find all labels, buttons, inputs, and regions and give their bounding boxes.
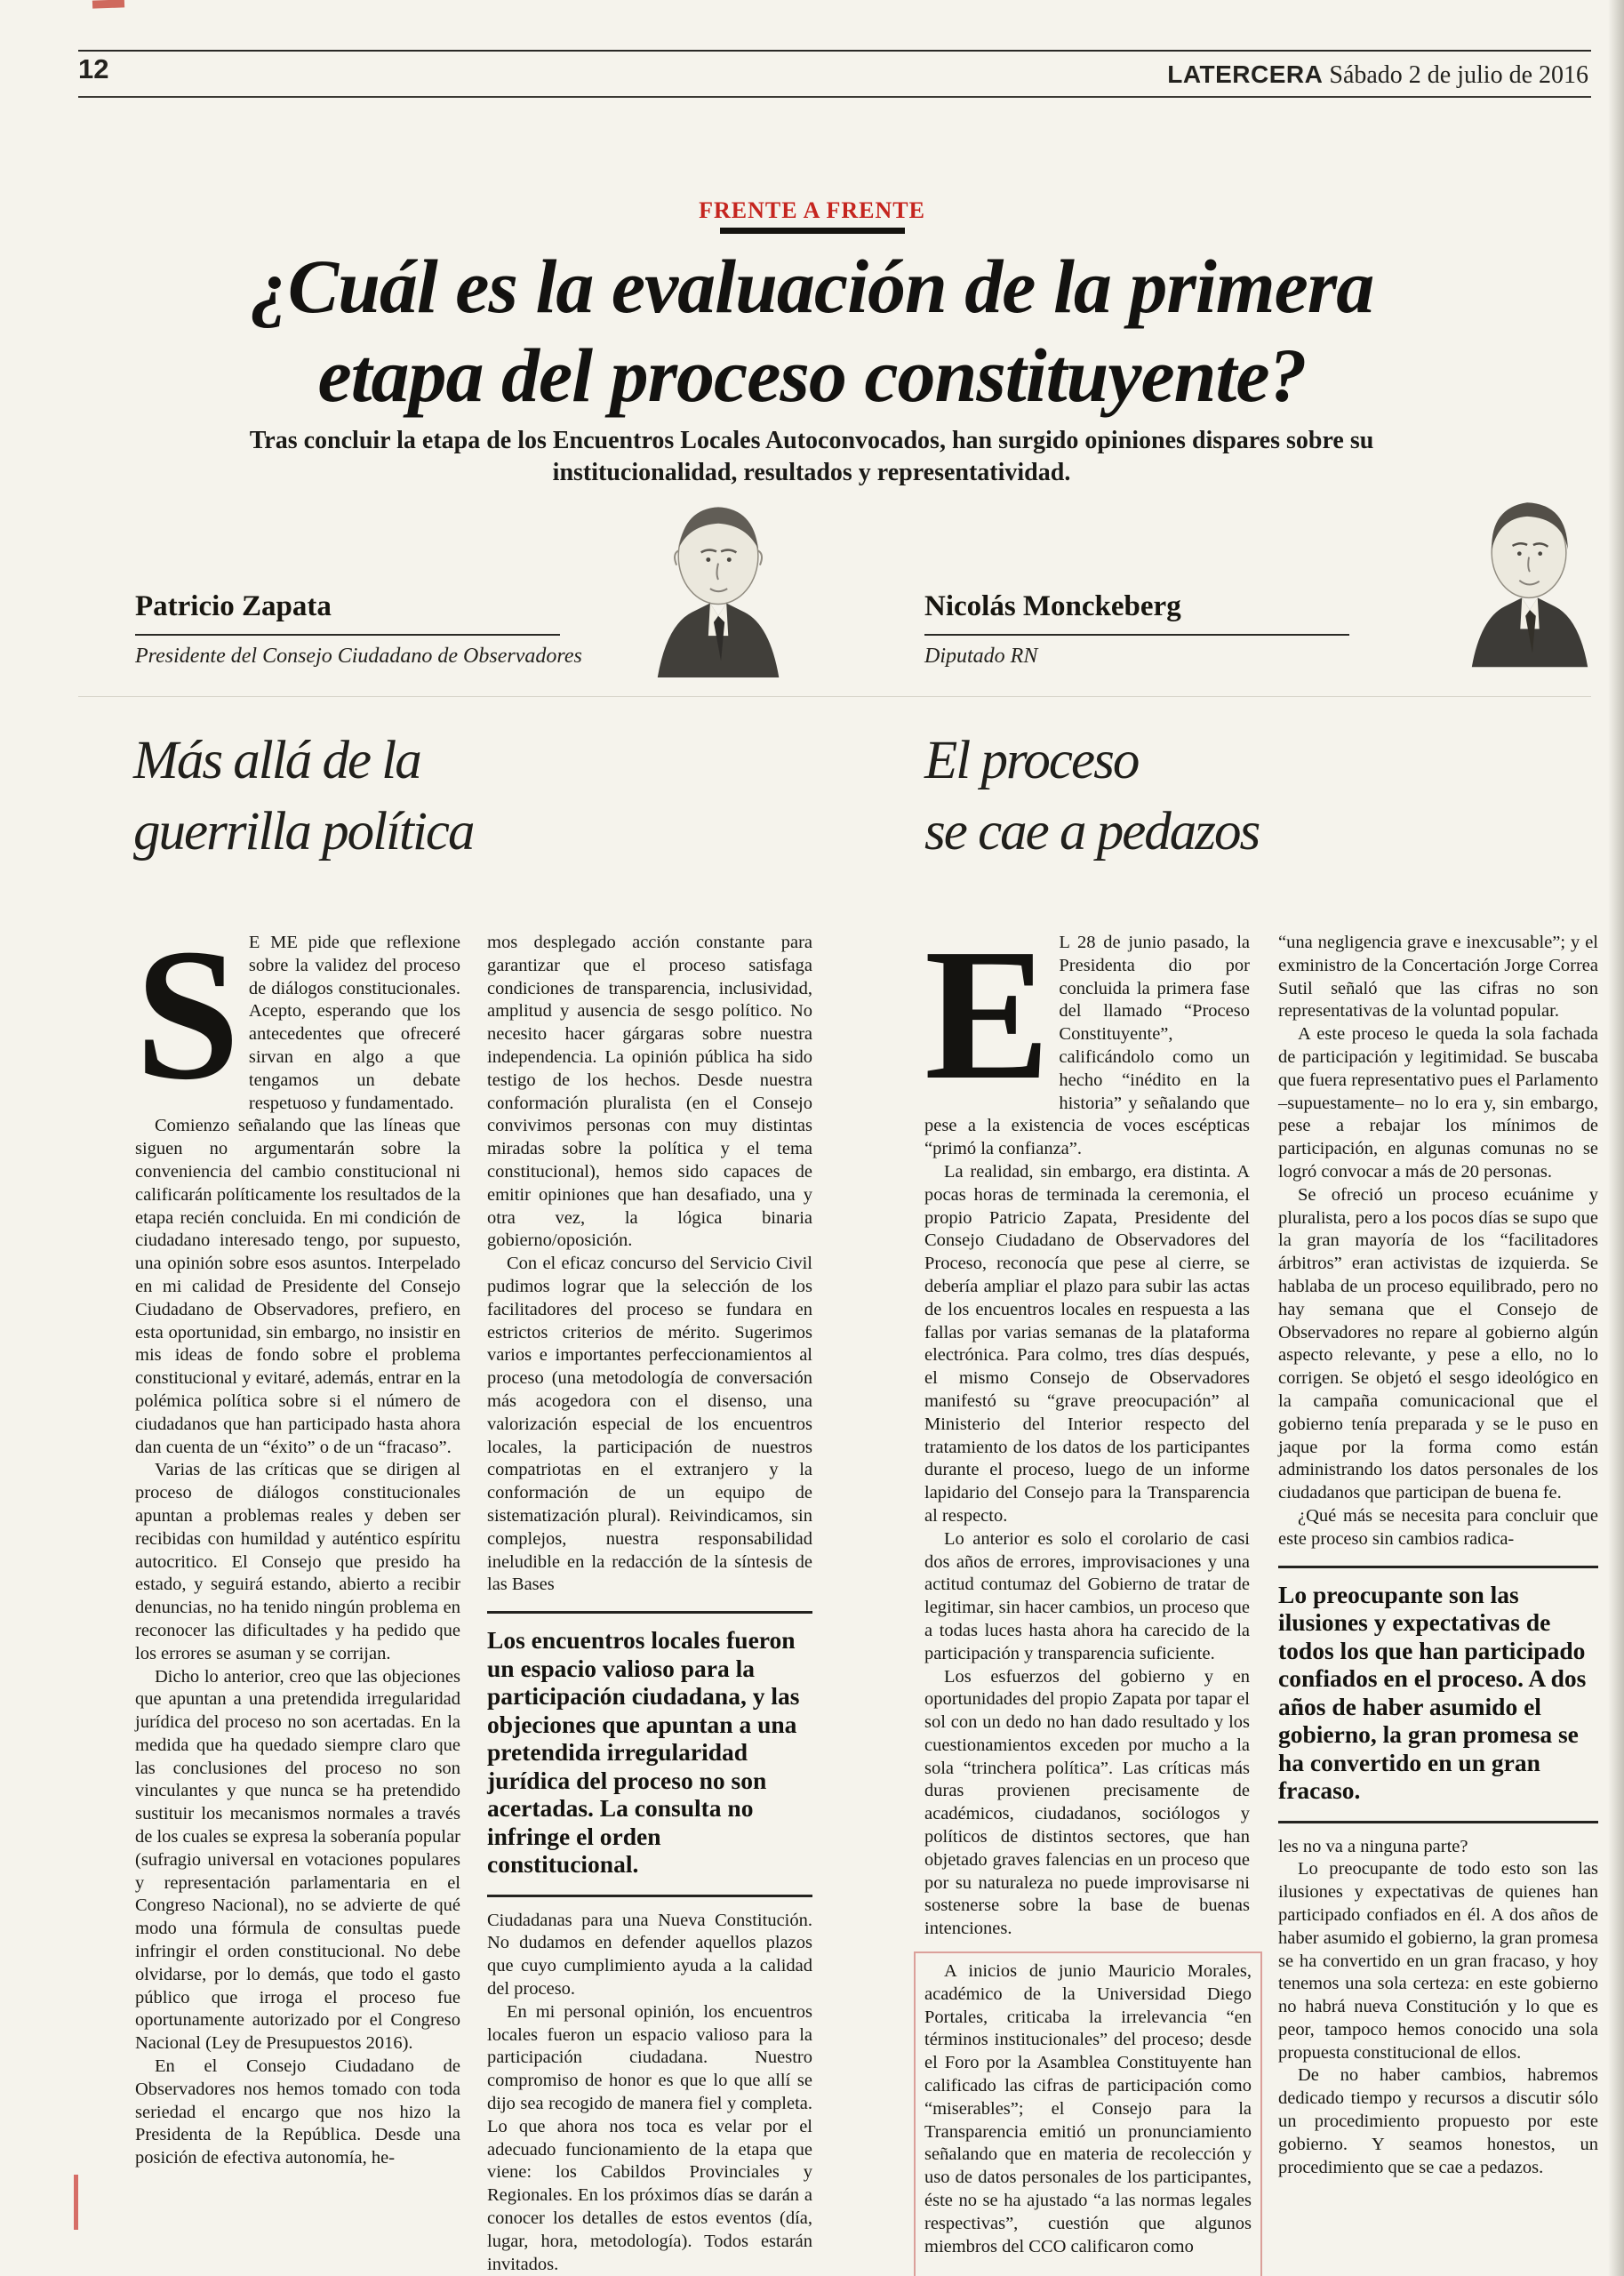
author-role-left: Presidente del Consejo Ciudadano de Observadores	[135, 645, 582, 668]
right-article-title	[924, 725, 1259, 868]
paragraph: A este proceso le queda la sola fachada de participación y legitimidad. Se buscaba que fuera representativo pues el Parlamento –supuestamente– no lo era y, sin embargo, pese a rebajar los mínimos de participación, en algunas comunas no se logró convocar a más de 20 personas.	[1278, 1024, 1598, 1182]
left-article-column-2	[487, 932, 812, 2276]
kicker-underline	[720, 228, 905, 234]
masthead-date: Sábado 2 de julio de 2016	[1329, 61, 1588, 89]
left-article-column-1	[135, 910, 461, 2170]
left-title-line-1: Más allá de la	[133, 731, 420, 790]
paragraph: Los esfuerzos del gobierno y en oportunidades del propio Zapata por tapar el sol con un dedo no han dado resultado y los cuestionamientos exceden por mucho a la sola “trinchera política”. Las críticas más duras provienen precisamente de académicos, ciudadanos, sociólogos y políticos de distintos sectores, que han objetado graves falencias en un proceso que por su naturaleza no puede improvisarse ni sostenerse sobre la base de buenas intenciones.	[924, 1666, 1250, 1939]
pull-quote-left: Los encuentros locales fueron un espacio valioso para la participación ciudadana, y las objeciones que apuntan a una pretendida irregularidad jurídica del proceso no son acertadas. La consulta no infringe el orden constitucional.	[487, 1611, 812, 1897]
paragraph: La realidad, sin embargo, era distinta. A pocas horas de terminada la ceremonia, el propio Patricio Zapata, Presidente del Consejo Ciudadano de Observadores del Proceso, reconocía que pese al cierre, se debería ampliar el plazo para subir las actas de los encuentros locales en respuesta a las fallas por varias semanas de la plataforma electrónica. Para colmo, tres días después, el mismo Consejo de Observadores manifestó su “grave preocupación” al Ministerio del Interior respecto del tratamiento de los datos de los participantes durante el proceso, luego de un informe lapidario del Consejo para la Transparencia al respecto.	[924, 1161, 1250, 1526]
right-title-line-2: se cae a pedazos	[924, 802, 1260, 862]
paragraph: les no va a ninguna parte?	[1278, 1836, 1468, 1856]
paragraph: mos desplegado acción constante para garantizar que el proceso satisfaga condiciones de transparencia, inclusividad, amplitud y ausencia de sesgo político. No necesito hacer gárgaras sobre nuestra independencia. La opinión pública ha sido testigo de los hechos. Desde nuestra conformación pluralista (en el Consejo convivimos personas con muy distintas miradas sobre la política y el tema constitucional), hemos sido capaces de emitir opiniones que han desafiado, una y otra vez, la lógica binaria gobierno/oposición.	[487, 933, 812, 1251]
masthead-rule	[78, 96, 1591, 98]
boxed-paragraph: A inicios de junio Mauricio Morales, académico de la Universidad Diego Portales, criticaba la irrelevancia “en términos institucionales” del proceso; desde el Foro por la Asamblea Constituyente han calificado las cifras de participación como “miserables”; el Consejo para la Transparencia emitió un pronunciamiento señalando que en materia de recolección y uso de datos personales de los participantes, éste no se ha ajustado “a las normas legales respectivas”, cuestión que algunos miembros del CCO calificaron como	[924, 1961, 1252, 2256]
main-headline	[0, 242, 1624, 420]
paragraph: En el Consejo Ciudadano de Observadores nos hemos tomado con toda seriedad el encargo que nos hizo la Presidenta de la República. Desde una posición de efectiva autonomía, he-	[135, 2056, 460, 2168]
author-rule-left	[135, 634, 560, 636]
nicolas-monckeberg-portrait	[1465, 485, 1595, 668]
pull-quote-right: Lo preocupante son las ilusiones y expectativas de todos los que han participado confiados en el proceso. A dos años de haber asumido el gobierno, la gran promesa se ha convertido en un gran fracaso.	[1278, 1566, 1598, 1823]
drop-cap-left: S	[135, 910, 240, 1118]
author-name-right: Nicolás Monckeberg	[924, 590, 1181, 622]
patricio-zapata-portrait	[647, 487, 786, 677]
masthead	[1167, 60, 1588, 90]
scan-mark-top	[92, 0, 124, 9]
drop-cap-right: E	[924, 910, 1051, 1118]
headline-line-2: etapa del proceso constituyente?	[317, 333, 1307, 418]
paragraph: Dicho lo anterior, creo que las objeciones que apuntan a una pretendida irregularidad jurídica del proceso no son acertadas. En la medida que ha quedado siempre claro que las conclusiones del proceso no son vinculantes y que nunca se ha pretendido sustituir los mecanismos normales a través de los cuales se expresa la soberanía popular (sufragio universal en votaciones populares y representación parlamentaria en el Congreso Nacional), no se advierte de qué modo una fórmula de consultas puede infringir el orden constitucional. No debe olvidarse, por lo demás, que todo el gasto público que irroga el proceso fue oportunamente autorizado por el Congreso Nacional (Ley de Presupuestos 2016).	[135, 1666, 461, 2054]
paragraph: Con el eficaz concurso del Servicio Civil pudimos lograr que la selección de los facilitadores del proceso se fundara en estrictos criterios de mérito. Sugerimos varios e importantes perfeccionamientos al proceso (una metodología de conversación más acogedora con el disenso, una valorización especial de los encuentros locales, la participación de nuestros compatriotas en el extranjero y la conformación de un equipo de sistematización plural). Reivindicamos, sin complejos, nuestra responsabilidad ineludible en la redacción de la síntesis de las Bases	[487, 1254, 812, 1595]
paragraph	[924, 910, 1250, 1161]
paragraph: Lo anterior es solo el corolario de casi dos años de errores, improvisaciones y una actitud contumaz del Gobierno de tratar de legitimar, sin hacer cambios, un proceso que a todas luces hasta ahora ha carecido de la participación y transparencia suficiente.	[924, 1528, 1250, 1663]
paragraph: Varias de las críticas que se dirigen al proceso de diálogos constitucionales apuntan a problemas reales y deben ser recibidas con humildad y auténtico espíritu autocritico. El Consejo que presido ha estado, y seguirá estando, abierto a recibir denuncias, no ha tenido ningún problema en reconocer las dificultades y ha pedido que los errores se asuman y se corrijan.	[135, 1460, 460, 1663]
paragraph-text: E ME pide que reflexione sobre la validez del proceso de diálogos constitucionales. Acepto, esperando que los antecedentes que ofreceré sirvan en algo a que tengamos un debate respetuoso y fundamentado.	[248, 933, 460, 1113]
paragraph: En mi personal opinión, los encuentros locales fueron un espacio valioso para la participación ciudadana. Nuestro compromiso de honor es que lo que allí se dijo sea recogido de manera fiel y completa. Lo que ahora nos toca es velar por el adecuado funcionamiento de la etapa que viene: los Cabildos Provinciales y Regionales. En los próximos días se darán a conocer los detalles de estos eventos (día, lugar, hora, metodología). Todos estarán invitados.	[487, 2001, 812, 2274]
scan-mark-left	[74, 2175, 78, 2230]
author-block-left	[135, 590, 582, 669]
highlighted-box	[914, 1951, 1262, 2276]
section-kicker: FRENTE A FRENTE	[699, 197, 925, 223]
paragraph: De no haber cambios, habremos dedicado tiempo y recursos a discutir sólo un procedimiento propuesto por este gobierno. Y seamos honestos, un procedimiento que se cae a pedazos.	[1278, 2065, 1598, 2177]
authors-divider	[78, 696, 1591, 697]
paragraph: “una negligencia grave e inexcusable”; y el exministro de la Concertación Jorge Correa Sutil señaló que las cifras no son representativas de la voluntad popular.	[1278, 933, 1598, 1022]
paragraph	[135, 910, 460, 1118]
paragraph: ¿Qué más se necesita para concluir que este proceso sin cambios radica-	[1278, 1505, 1598, 1549]
paragraph: Comienzo señalando que las líneas que siguen no argumentarán sobre la conveniencia del cambio constitucional ni calificarán políticamente los resultados de la etapa recién concluida. En mi condición de ciudadano interesado tengo, por supuesto, una opinión sobre esos asuntos. Interpelado en mi calidad de Presidente del Consejo Ciudadano de Observadores, prefiero, en esta oportunidad, sin embargo, no insistir en mis ideas de fondo sobre el problema constitucional y evitaré, además, entrar en la polémica política sobre si el número de ciudadanos que han participado hasta ahora dan cuenta de un “éxito” o de un “fracaso”.	[135, 1116, 460, 1457]
right-article-column-1	[924, 910, 1252, 2276]
paragraph-text: L 28 de junio pasado, la Presidenta dio por concluida la primera fase del llamado “Proceso Constituyente”, calificándolo como un hecho “inédito en la historia” y señalando que pese a la existencia de voces escépticas “primó la confianza”.	[924, 933, 1250, 1159]
masthead-brand: LATERCERA	[1167, 60, 1324, 88]
page-number: 12	[78, 53, 109, 84]
subheadline: Tras concluir la etapa de los Encuentros Locales Autoconvocados, han surgido opiniones dispares sobre su institucionalidad, resultados y representatividad.	[249, 427, 1374, 486]
author-role-right: Diputado RN	[924, 645, 1038, 668]
author-block-right	[924, 590, 1349, 669]
right-article-column-2	[1278, 932, 1598, 2179]
paragraph: Ciudadanas para una Nueva Constitución. No dudamos en defender aquellos plazos que cuyo cumplimiento ayuda a la calidad del proceso.	[487, 1910, 812, 1999]
left-article-title	[133, 725, 474, 868]
author-name-left: Patricio Zapata	[135, 590, 332, 622]
right-title-line-1: El proceso	[924, 731, 1139, 790]
left-title-line-2: guerrilla política	[133, 802, 474, 862]
top-rule	[78, 50, 1591, 52]
paragraph: Se ofreció un proceso ecuánime y pluralista, pero a los pocos días se supo que la gran mayoría de los “facilitadores árbitros” eran activistas de izquierda. Se hablaba de un proceso equilibrado, pero no hay semana que el Consejo de Observadores no repare al gobierno algún aspecto relevante, y pese a ello, no lo corrigen. Se objetó el sesgo ideológico en la campaña comunicacional que el gobierno tenía preparada y se le puso en jaque por la forma como están administrando los datos personales de los ciudadanos que participan de buena fe.	[1278, 1184, 1598, 1503]
paragraph: Lo preocupante de todo esto son las ilusiones y expectativas de quienes han participado confiados en él. A dos años de haber asumido el gobierno, la gran promesa se ha convertido en un gran fracaso, y hoy tenemos una sola certeza: en este gobierno no habrá nueva Constitución y lo que es peor, tampoco hemos conocido una sola propuesta constitucional de ellos.	[1278, 1859, 1598, 2063]
headline-line-1: ¿Cuál es la evaluación de la primera	[250, 244, 1374, 329]
author-rule-right	[924, 634, 1349, 636]
